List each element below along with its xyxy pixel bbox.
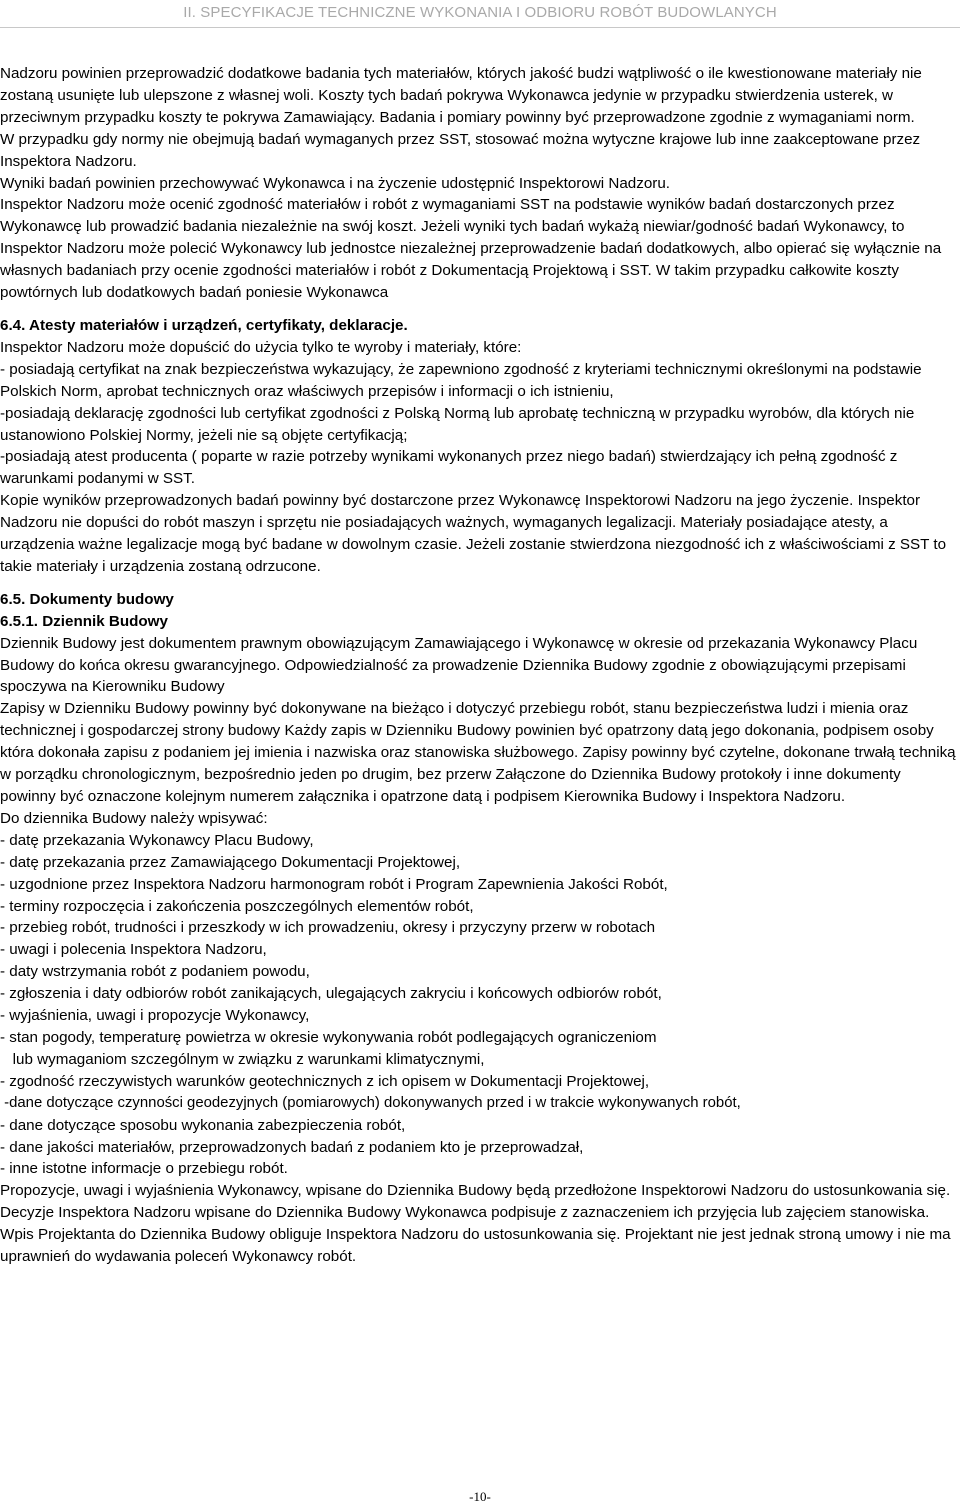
paragraph: Dziennik Budowy jest dokumentem prawnym obowiązującym Zamawiającego i Wykonawcę w okresie od przekazania Wykonawcy Placu Budowy do końca okresu gwarancyjnego. Odpowiedzialność za prowadzenie Dziennika Budowy zgodnie z obowiązującymi przepisami spoczywa na Kierowniku Budowy <box>0 634 918 696</box>
list-item: - wyjaśnienia, uwagi i propozycje Wykonawcy, <box>0 1007 310 1025</box>
list-item: - terminy rozpoczęcia i zakończenia poszczególnych elementów robót, <box>0 897 474 915</box>
list-item: - zgodność rzeczywistych warunków geotechnicznych z ich opisem w Dokumentacji Projektowej, <box>0 1072 650 1090</box>
list-item: - uzgodnione przez Inspektora Nadzoru harmonogram robót i Program Zapewnienia Jakości Robót, <box>0 875 668 893</box>
paragraph: Inspektor Nadzoru może ocenić zgodność materiałów i robót z wymaganiami SST na podstawie wyników badań dostarczonych przez Wykonawcę lub prowadzić badania niezależnie na swój koszt. Jeżeli wyniki tych badań wykażą niewiar/godność badań Wykonawcy, to Inspektor Nadzoru może polecić Wykonawcy lub jednostce niezależnej przeprowadzenie badań dodatkowych, albo opierać się wyłącznie na własnych badaniach przy ocenie zgodności materiałów i robót z Dokumentacją Projektową i SST. W takim przypadku całkowite koszty powtórnych lub dodatkowych badań poniesie Wykonawca <box>0 196 942 302</box>
list-item: - zgłoszenia i daty odbiorów robót zanikających, ulegających zakryciu i końcowych odbiorów robót, <box>0 985 662 1003</box>
paragraph: - posiadają certyfikat na znak bezpieczeństwa wykazujący, że zapewniono zgodność z kryteriami technicznymi określonymi na podstawie Polskich Norm, aprobat technicznych oraz właściwych przepisów i informacji o ich istnieniu, <box>0 360 922 400</box>
document-body <box>0 63 956 1268</box>
paragraph: Propozycje, uwagi i wyjaśnienia Wykonawcy, wpisane do Dziennika Budowy będą przedłożone Inspektorowi Nadzoru do ustosunkowania się. Decyzje Inspektora Nadzoru wpisane do Dziennika Budowy Wykonawca podpisuje z zaznaczeniem ich przyjęcia lub zajęciem stanowiska. <box>0 1182 951 1222</box>
list-item: - inne istotne informacje o przebiegu robót. <box>0 1160 288 1178</box>
paragraph: Do dziennika Budowy należy wpisywać: <box>0 809 268 827</box>
list-item: - datę przekazania przez Zamawiającego Dokumentacji Projektowej, <box>0 853 461 871</box>
page-number: -10- <box>469 1489 491 1504</box>
spacer <box>0 578 956 589</box>
list-item: - stan pogody, temperaturę powietrza w okresie wykonywania robót podlegających ograniczeniom <box>0 1028 657 1046</box>
paragraph: Zapisy w Dzienniku Budowy powinny być dokonywane na bieżąco i dotyczyć przebiegu robót, stanu bezpieczeństwa ludzi i mienia oraz technicznej i gospodarczej strony budowy Każdy zapis w Dzienniku Budowy powinien być opatrzony datą jego dokonania, podpisem osoby która dokonała zapisu z podaniem jej imienia i nazwiska oraz stanowiska służbowego. Zapisy powinny być czytelne, dokonane trwałą techniką w porządku chronologicznym, bezpośrednio jeden po drugim, bez przerw Załączone do Dziennika Budowy protokoły i inne dokumenty powinny być oznaczone kolejnym numerem załącznika i opatrzone datą i podpisem Kierownika Budowy i Inspektora Nadzoru. <box>0 700 956 805</box>
paragraph: -posiadają deklarację zgodności lub certyfikat zgodności z Polską Normą lub aprobatę techniczną w przypadku wyrobów, dla których nie ustanowiono Polskiej Normy, jeżeli nie są objęte certyfikacją; <box>0 404 915 444</box>
running-header: II. SPECYFIKACJE TECHNICZNE WYKONANIA I ODBIORU ROBÓT BUDOWLANYCH <box>183 4 777 21</box>
list-item: - datę przekazania Wykonawcy Placu Budowy, <box>0 831 314 849</box>
list-item: - przebieg robót, trudności i przeszkody w ich prowadzeniu, okresy i przyczyny przerw w robotach <box>0 919 656 937</box>
paragraph: W przypadku gdy normy nie obejmują badań wymaganych przez SST, stosować można wytyczne krajowe lub inne zaakceptowane przez Inspektora Nadzoru. <box>0 130 921 170</box>
paragraph: Kopie wyników przeprowadzonych badań powinny być dostarczone przez Wykonawcę Inspektorowi Nadzoru na jego życzenie. Inspektor Nadzoru nie dopuści do robót maszyn i sprzętu nie posiadających ważnych, wymaganych legalizacji. Materiały posiadające atesty, a urządzenia ważne legalizacje mogą być badane w dowolnym czasie. Jeżeli zostanie stwierdzona niezgodność ich z właściwościami z SST to takie materiały i urządzenia zostaną odrzucone. <box>0 492 947 575</box>
section-heading-6-4: 6.4. Atesty materiałów i urządzeń, certyfikaty, deklaracje. <box>0 316 408 334</box>
subsection-heading-6-5-1: 6.5.1. Dziennik Budowy <box>0 612 168 630</box>
list-item: - daty wstrzymania robót z podaniem powodu, <box>0 963 310 981</box>
paragraph: Wpis Projektanta do Dziennika Budowy obliguje Inspektora Nadzoru do ustosunkowania się. Projektant nie jest jednak stroną umowy i nie ma uprawnień do wydawania poleceń Wykonawcy robót. <box>0 1226 951 1266</box>
paragraph: Wyniki badań powinien przechowywać Wykonawca i na życzenie udostępnić Inspektorowi Nadzoru. <box>0 174 670 192</box>
list-item: - dane dotyczące sposobu wykonania zabezpieczenia robót, <box>0 1116 406 1134</box>
header-divider <box>0 27 960 28</box>
section-heading-6-5: 6.5. Dokumenty budowy <box>0 590 174 608</box>
paragraph: Inspektor Nadzoru może dopuścić do użycia tylko te wyroby i materiały, które: <box>0 338 522 356</box>
list-item: lub wymaganiom szczególnym w związku z warunkami klimatycznymi, <box>0 1050 485 1068</box>
list-item: -dane dotyczące czynności geodezyjnych (pomiarowych) dokonywanych przed i w trakcie wykonywanych robót, <box>0 1094 741 1111</box>
list-item: - dane jakości materiałów, przeprowadzonych badań z podaniem kto je przeprowadzał, <box>0 1138 584 1156</box>
list-item: - uwagi i polecenia Inspektora Nadzoru, <box>0 941 267 959</box>
spacer <box>0 304 956 315</box>
paragraph: -posiadają atest producenta ( poparte w razie potrzeby wynikami wykonanych przez niego badań) stwierdzający ich pełną zgodność z warunkami podanymi w SST. <box>0 448 898 488</box>
paragraph: Nadzoru powinien przeprowadzić dodatkowe badania tych materiałów, których jakość budzi wątpliwość o ile kwestionowane materiały nie zostaną usunięte lub ulepszone z własnej woli. Koszty tych badań pokrywa Wykonawca jedynie w przypadku stwierdzenia usterek, w przeciwnym przypadku koszty te pokrywa Zamawiający. Badania i pomiary powinny być przeprowadzone zgodnie z wymaganiami norm. <box>0 65 922 126</box>
